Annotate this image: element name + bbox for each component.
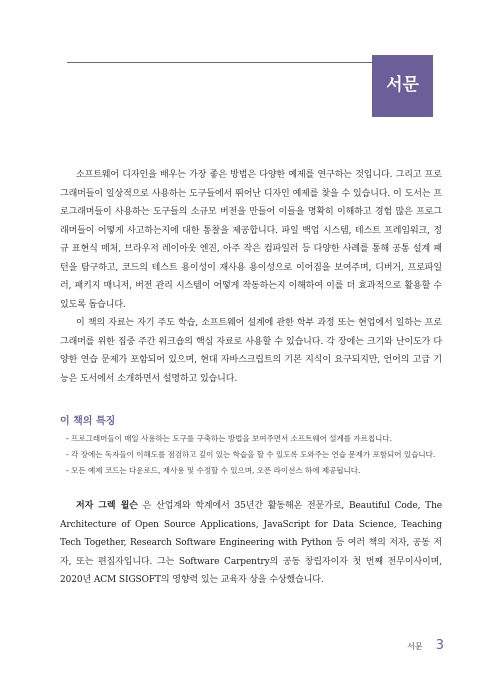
features-heading: 이 책의 특징: [60, 416, 116, 427]
page-footer: [407, 634, 444, 653]
features-list: [60, 431, 442, 479]
author-bio: [60, 497, 442, 590]
chapter-tab: [372, 55, 433, 117]
list-item: - 모든 예제 코드는 다운로드, 재사용 및 수정할 수 있으며, 오픈 라이선스 하에 제공됩니다.: [60, 463, 442, 479]
page-content: [60, 166, 442, 590]
chapter-tab-label: 서문: [386, 75, 419, 95]
paragraph-usage: 이 책의 자료는 자기 주도 학습, 소프트웨어 설계에 관한 학부 과정 또는 현업에서 일하는 프로그래머를 위한 집중 주간 워크숍의 핵심 자료로 사용할 수 있습니다. 각 장에는 크기와 난이도가 다양한 연습 문제가 포함되어 있으며, 현대 자바스크립트의 기본 지식이 요구되지만, 언어의 고급 기능은 도서에서 소개하면서 설명하고 있습니다.: [60, 318, 442, 384]
footer-label: 서문: [407, 642, 423, 651]
list-item: - 각 장에는 독자들이 이해도를 점검하고 깊이 있는 학습을 할 수 있도록 도와주는 연습 문제가 포함되어 있습니다.: [60, 447, 442, 463]
author-bio-text: 은 산업계와 학계에서 35년간 활동해온 전문가로, Beautiful Code, The Architecture of Open Source Applications, JavaScript for Data Science, Teaching Tech Together, Research Software Engineering with Python 등 여러 책의 저자, 공동 저자, 또는 편집자입니다. 그는 Software Carpentry의 공동 창립자이자 첫 번째 전무이사이며, 2020년 ACM SIGSOFT의 영향력 있는 교육자 상을 수상했습니다.: [60, 501, 443, 585]
author-name: 저자 그렉 윌슨: [76, 501, 138, 511]
list-item: - 프로그래머들이 매일 사용하는 도구를 구축하는 방법을 보여주면서 소프트웨어 설계를 가르칩니다.: [60, 431, 442, 447]
paragraph-intro: 소프트웨어 디자인을 배우는 가장 좋은 방법은 다양한 예제를 연구하는 것입니다. 그리고 프로그래머들이 일상적으로 사용하는 도구들에서 뛰어난 디자인 예제를 찾을 수 있습니다. 이 도서는 프로그래머들이 사용하는 도구들의 소규모 버전을 만들어 이들을 명확히 이해하고 경험 많은 프로그래머들이 어떻게 사고하는지에 대한 통찰을 제공합니다. 파일 백업 시스템, 테스트 프레임워크, 정규 표현식 매처, 브라우저 레이아웃 엔진, 아주 작은 컴파일러 등 다양한 사례를 통해 공통 설계 패턴을 탐구하고, 코드의 테스트 용이성이 재사용 용이성으로 이어짐을 보여주며, 디버거, 프로파일러, 패키지 매니저, 버전 관리 시스템이 어떻게 작동하는지 이해하여 이를 더 효과적으로 활용할 수 있도록 돕습니다.: [60, 170, 442, 310]
page-number: 3: [435, 638, 444, 653]
